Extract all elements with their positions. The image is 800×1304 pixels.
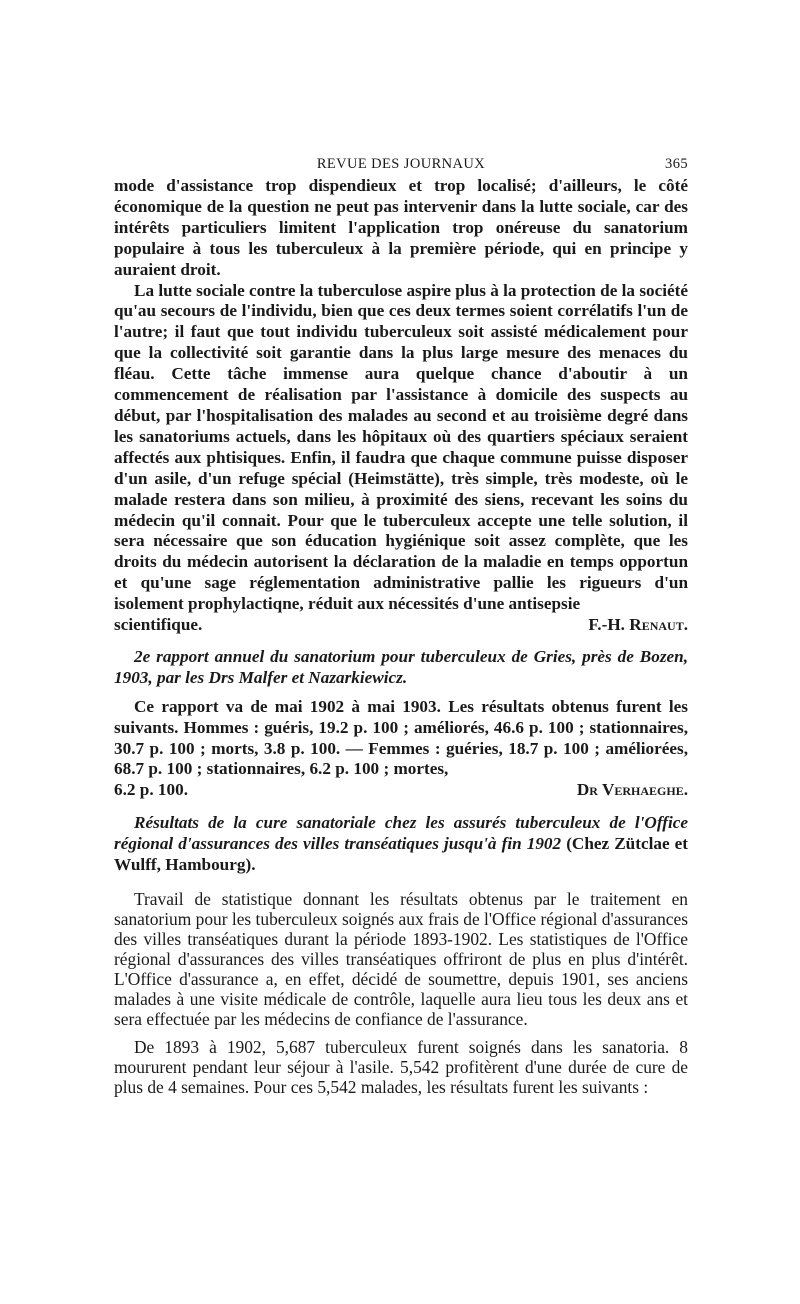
article-renaut xyxy=(114,176,688,636)
page-number: 365 xyxy=(665,156,688,172)
signature: F.-H. Renaut. xyxy=(588,615,688,635)
paragraph: Travail de statistique donnant les résultats obtenus par le traitement en sanatorium pour les tuberculeux soignés aux frais de l'Office régional d'assurances des villes transéatiques durant la période 1893-1902. Les statistiques de l'Office régional d'assurances des villes transéatiques offriront de plus en plus d'intérêt. L'Office d'assurance a, en effet, décidé de soumettre, depuis 1901, ses anciens malades à une visite médicale de contrôle, laquelle aura lieu tous les deux ans et sera effectuée par les médecins de confiance de l'assurance. xyxy=(114,889,688,1029)
paragraph: La lutte sociale contre la tuberculose aspire plus à la protection de la société qu'au secours de l'individu, bien que ces deux termes soient corrélatifs l'un de l'autre; il faut que tout individu tuberculeux soit assisté médicalement pour que la collectivité soit garantie dans la plus large mesure des menaces du fléau. Cette tâche immense aura quelque chance d'aboutir à un commencement de réalisation par l'assistance à domicile des suspects au début, par l'hospitalisation des malades au second et au troisième degré dans les sanatoriums actuels, dans les hôpitaux où des quartiers spéciaux seraient affectés aux phtisiques. Enfin, il faudra que chaque commune puisse disposer d'un asile, d'un refuge spécial (Heimstätte), très simple, très modeste, où le malade restera dans son milieu, à proximité des siens, recevant les soins du médecin qu'il connait. Pour que le tuberculeux accepte une telle solution, il sera nécessaire que son éducation hygiénique soit assez complète, que les droits du médecin autorisent la déclaration de la maladie en temps opportun et qu'une sage réglementation administrative pallie les rigueurs d'un isolement prophylactiqne, réduit aux nécessités d'une antisepsie xyxy=(114,280,688,614)
closing-text: 6.2 p. 100. xyxy=(114,780,189,800)
paragraph: mode d'assistance trop dispendieux et trop localisé; d'ailleurs, le côté économique de la question ne peut pas intervenir dans la lutte sociale, car des intérêts particuliers limitent l'application trop onéreuse du sanatorium populaire à tous les tuberculeux à la première période, qui en principe y auraient droit. xyxy=(114,176,688,279)
paragraph: Ce rapport va de mai 1902 à mai 1903. Les résultats obtenus furent les suivants. Hommes : guéris, 19.2 p. 100 ; améliorés, 46.6 p. 100 ; stationnaires, 30.7 p. 100 ; morts, 3.8 p. 100. — Femmes : guéries, 18.7 p. 100 ; améliorées, 68.7 p. 100 ; stationnaires, 6.2 p. 100 ; mortes, xyxy=(114,696,688,779)
article-gries xyxy=(114,647,688,801)
signature: Dr Verhaeghe. xyxy=(576,780,688,800)
running-header xyxy=(114,150,688,176)
closing-text: scientifique. xyxy=(114,615,203,635)
closing-line xyxy=(114,780,688,801)
journal-page xyxy=(114,150,688,1097)
paragraph: De 1893 à 1902, 5,687 tuberculeux furent soignés dans les sanatoria. 8 moururent pendant leur séjour à l'asile. 5,542 profitèrent d'une durée de cure de plus de 4 semaines. Pour ces 5,542 malades, les résultats furent les suivants : xyxy=(114,1037,688,1097)
article-heading-title: Résultats de la cure sanatoriale chez les assurés tuberculeux de l'Office régional d'assurances des villes transéatiques jusqu'à fin 1902 xyxy=(114,813,688,854)
article-hambourg xyxy=(114,813,688,1097)
running-title: REVUE DES JOURNAUX xyxy=(316,156,486,172)
article-heading xyxy=(114,813,688,876)
article-heading: 2e rapport annuel du sanatorium pour tuberculeux de Gries, près de Bozen, 1903, par les Drs Malfer et Nazarkiewicz. xyxy=(114,646,688,687)
closing-line xyxy=(114,615,688,636)
article-heading-source: (Chez Zütclae et Wulff, Hambourg). xyxy=(114,834,689,875)
